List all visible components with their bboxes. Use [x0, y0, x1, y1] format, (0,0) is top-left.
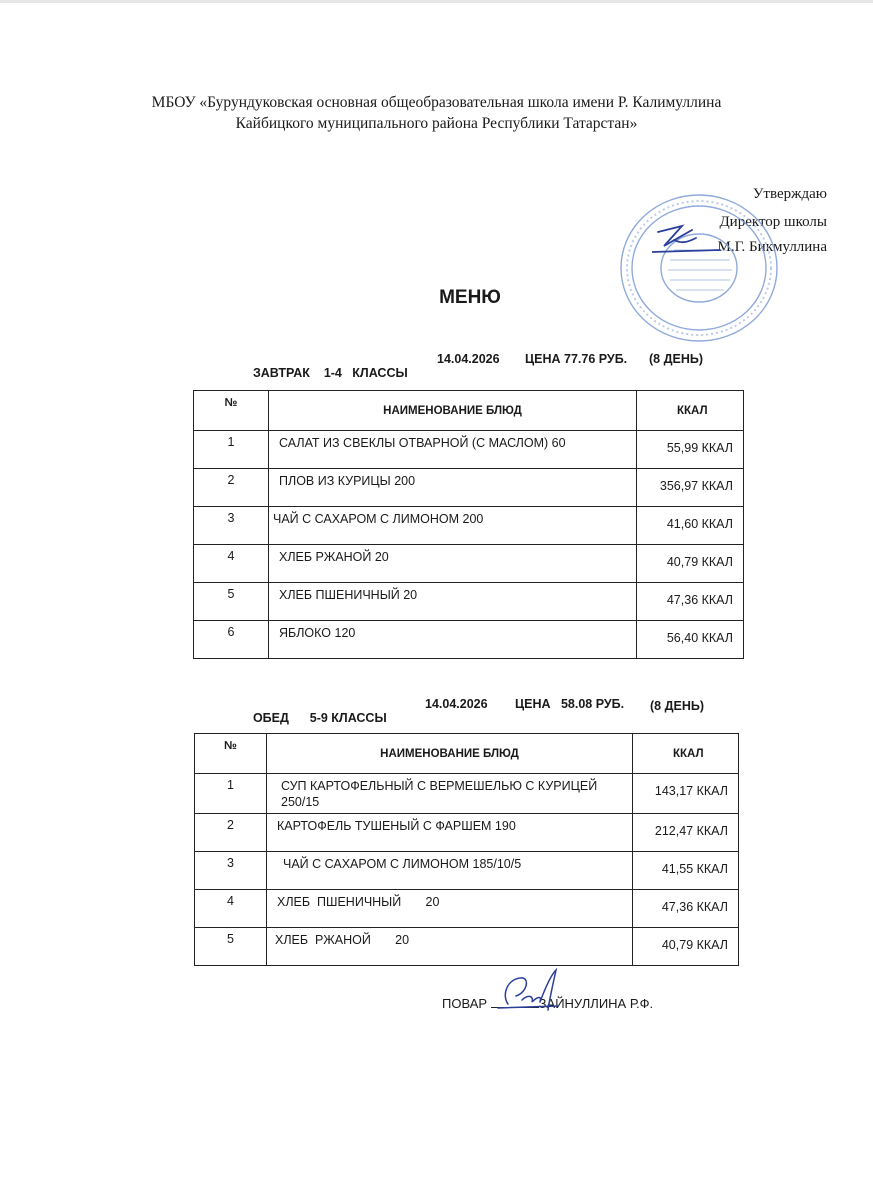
row-num: 1	[194, 431, 269, 469]
row-num: 6	[194, 621, 269, 659]
lunch-price: ЦЕНА 58.08 РУБ.	[515, 697, 625, 711]
school-name-line1: МБОУ «Бурундуковская основная общеобразовательная школа имени Р. Калимуллина	[151, 94, 722, 111]
table-row	[195, 852, 739, 890]
lunch-header	[246, 697, 387, 725]
row-dish: ХЛЕБ РЖАНОЙ 20	[267, 928, 633, 966]
page-title: МЕНЮ	[439, 287, 501, 308]
director-position: Директор школы	[719, 214, 827, 230]
row-kcal: 212,47 ККАЛ	[633, 814, 739, 852]
cook-signature	[494, 966, 564, 1016]
breakfast-date: 14.04.2026	[437, 352, 500, 366]
lunch-meal: ОБЕД	[252, 711, 289, 725]
header-name: НАИМЕНОВАНИЕ БЛЮД	[269, 391, 637, 431]
header-num: №	[195, 734, 267, 774]
cook-label: ПОВАР	[442, 996, 488, 1011]
table-row	[194, 583, 744, 621]
row-dish: САЛАТ ИЗ СВЕКЛЫ ОТВАРНОЙ (С МАСЛОМ) 60	[269, 431, 637, 469]
breakfast-grades: 1-4 КЛАССЫ	[323, 366, 408, 380]
table-header-row	[195, 734, 739, 774]
lunch-table	[194, 733, 739, 966]
table-row	[194, 621, 744, 659]
lunch-grades: 5-9 КЛАССЫ	[309, 711, 387, 725]
breakfast-header	[246, 352, 408, 380]
row-dish: ХЛЕБ ПШЕНИЧНЫЙ 20	[267, 890, 633, 928]
row-kcal: 356,97 ККАЛ	[637, 469, 744, 507]
row-kcal: 41,60 ККАЛ	[637, 507, 744, 545]
row-num: 5	[194, 583, 269, 621]
row-num: 3	[195, 852, 267, 890]
row-num: 1	[195, 774, 267, 814]
row-kcal: 41,55 ККАЛ	[633, 852, 739, 890]
breakfast-table	[193, 390, 744, 659]
breakfast-day: (8 ДЕНЬ)	[649, 352, 704, 366]
row-dish: КАРТОФЕЛЬ ТУШЕНЫЙ С ФАРШЕМ 190	[267, 814, 633, 852]
header-kcal: ККАЛ	[637, 391, 744, 431]
row-num: 2	[195, 814, 267, 852]
table-header-row	[194, 391, 744, 431]
header-kcal: ККАЛ	[633, 734, 739, 774]
table-row	[195, 774, 739, 814]
table-row	[194, 469, 744, 507]
director-signature	[652, 222, 722, 258]
breakfast-price: ЦЕНА 77.76 РУБ.	[525, 352, 628, 366]
row-num: 2	[194, 469, 269, 507]
row-dish: ЯБЛОКО 120	[269, 621, 637, 659]
row-num: 4	[194, 545, 269, 583]
header-num: №	[194, 391, 269, 431]
header-name: НАИМЕНОВАНИЕ БЛЮД	[267, 734, 633, 774]
school-stamp	[614, 188, 784, 348]
table-row	[194, 507, 744, 545]
row-kcal: 40,79 ККАЛ	[637, 545, 744, 583]
lunch-date: 14.04.2026	[425, 697, 488, 711]
table-row	[195, 814, 739, 852]
school-name-line2: Кайбицкого муниципального района Республики Татарстан»	[235, 115, 638, 132]
row-dish: ЧАЙ С САХАРОМ С ЛИМОНОМ 200	[269, 507, 637, 545]
row-dish: ЧАЙ С САХАРОМ С ЛИМОНОМ 185/10/5	[267, 852, 633, 890]
approve-label: Утверждаю	[752, 186, 827, 202]
row-num: 5	[195, 928, 267, 966]
cook-name: ЗАЙНУЛЛИНА Р.Ф.	[538, 996, 654, 1011]
school-name	[0, 92, 873, 134]
row-dish: ПЛОВ ИЗ КУРИЦЫ 200	[269, 469, 637, 507]
director-name: М.Г. Бикмуллина	[717, 239, 827, 255]
row-kcal: 56,40 ККАЛ	[637, 621, 744, 659]
row-kcal: 47,36 ККАЛ	[633, 890, 739, 928]
row-kcal: 143,17 ККАЛ	[633, 774, 739, 814]
table-row	[194, 545, 744, 583]
lunch-day: (8 ДЕНЬ)	[650, 699, 705, 713]
row-dish: СУП КАРТОФЕЛЬНЫЙ С ВЕРМЕШЕЛЬЮ С КУРИЦЕЙ 250/15	[267, 774, 633, 814]
table-row	[195, 928, 739, 966]
row-kcal: 47,36 ККАЛ	[637, 583, 744, 621]
table-row	[195, 890, 739, 928]
row-num: 4	[195, 890, 267, 928]
row-kcal: 55,99 ККАЛ	[637, 431, 744, 469]
row-kcal: 40,79 ККАЛ	[633, 928, 739, 966]
row-dish: ХЛЕБ РЖАНОЙ 20	[269, 545, 637, 583]
breakfast-meal: ЗАВТРАК	[252, 366, 310, 380]
table-row	[194, 431, 744, 469]
row-dish: ХЛЕБ ПШЕНИЧНЫЙ 20	[269, 583, 637, 621]
scan-artifact-top	[0, 0, 873, 3]
row-num: 3	[194, 507, 269, 545]
